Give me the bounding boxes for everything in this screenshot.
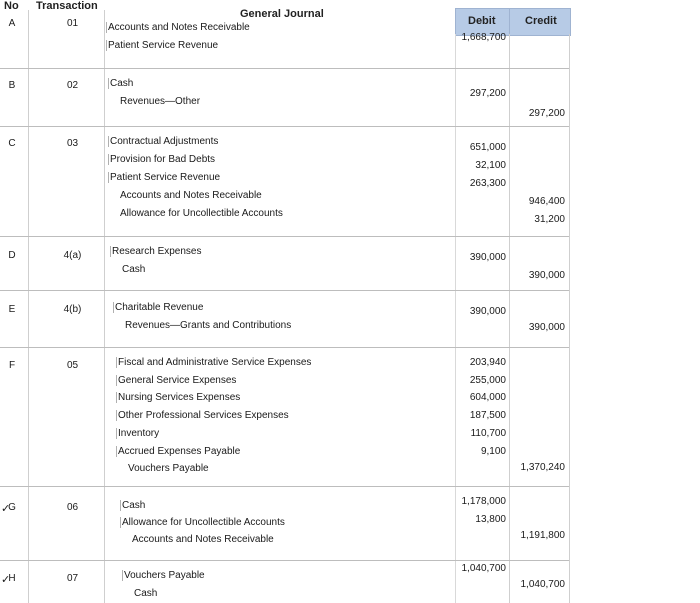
grid-line (509, 34, 510, 603)
entry-letter: F (8, 360, 16, 371)
checkmark-icon: ✓ (1, 574, 11, 586)
debit-amount: 110,700 (470, 428, 506, 439)
account-name: Cash (134, 588, 158, 599)
account-name: Cash (122, 264, 146, 275)
transaction-number: 4(b) (63, 304, 82, 315)
debit-amount: 297,200 (469, 88, 506, 99)
credit-amount: 390,000 (528, 322, 565, 333)
entry-letter: B (8, 80, 16, 91)
header-debit: Debit (468, 15, 496, 27)
header-credit: Credit (525, 15, 557, 27)
debit-amount: 32,100 (475, 160, 506, 171)
account-name: Fiscal and Administrative Service Expenses (118, 357, 312, 368)
transaction-number: 01 (66, 18, 79, 29)
row-separator (0, 347, 569, 348)
row-separator (0, 126, 569, 127)
account-name: General Service Expenses (118, 375, 237, 386)
account-name: Accounts and Notes Receivable (132, 534, 274, 545)
debit-amount: 13,800 (475, 514, 506, 525)
row-separator (0, 486, 569, 487)
account-name: Inventory (118, 428, 160, 439)
account-name: Charitable Revenue (115, 302, 204, 313)
credit-amount: 297,200 (528, 108, 565, 119)
transaction-number: 05 (66, 360, 79, 371)
row-separator (0, 236, 569, 237)
account-name: Accrued Expenses Payable (118, 446, 241, 457)
account-name: Other Professional Services Expenses (118, 410, 289, 421)
header-transaction: Transaction (36, 0, 98, 12)
row-separator (0, 290, 569, 291)
entry-letter: H (8, 573, 16, 584)
grid-line (28, 10, 29, 603)
account-name: Research Expenses (112, 246, 202, 257)
checkmark-icon: ✓ (1, 503, 11, 515)
debit-amount: 604,000 (469, 392, 506, 403)
account-name: Cash (110, 78, 134, 89)
entry-letter: D (8, 250, 16, 261)
debit-amount: 263,300 (469, 178, 506, 189)
account-name: Nursing Services Expenses (118, 392, 241, 403)
account-name: Vouchers Payable (124, 570, 205, 581)
account-name: Revenues—Other (120, 96, 201, 107)
header-credit-cell (509, 8, 571, 36)
account-name: Contractual Adjustments (110, 136, 219, 147)
entry-letter: G (8, 502, 16, 513)
account-name: Patient Service Revenue (110, 172, 221, 183)
credit-amount: 1,370,240 (520, 462, 565, 473)
account-name: Revenues—Grants and Contributions (125, 320, 292, 331)
grid-line (104, 10, 105, 603)
debit-amount: 390,000 (469, 306, 506, 317)
transaction-number: 06 (66, 502, 79, 513)
grid-line (569, 34, 570, 603)
entry-letter: E (8, 304, 16, 315)
credit-amount: 390,000 (528, 270, 565, 281)
credit-amount: 1,191,800 (520, 530, 565, 541)
transaction-number: 03 (66, 138, 79, 149)
debit-amount: 651,000 (469, 142, 506, 153)
account-name: Allowance for Uncollectible Accounts (122, 517, 285, 528)
credit-amount: 31,200 (534, 214, 565, 225)
debit-amount: 1,668,700 (461, 32, 506, 43)
credit-amount: 946,400 (528, 196, 565, 207)
debit-amount: 1,178,000 (461, 496, 506, 507)
debit-amount: 203,940 (469, 357, 506, 368)
transaction-number: 4(a) (63, 250, 82, 261)
account-name: Cash (122, 500, 146, 511)
account-name: Provision for Bad Debts (110, 154, 216, 165)
transaction-number: 02 (66, 80, 79, 91)
entry-letter: A (8, 18, 16, 29)
header-journal-title: General Journal (240, 8, 324, 20)
transaction-number: 07 (66, 573, 79, 584)
debit-amount: 390,000 (469, 252, 506, 263)
account-name: Accounts and Notes Receivable (108, 22, 250, 33)
row-separator (0, 68, 569, 69)
debit-amount: 1,040,700 (461, 563, 506, 574)
entry-letter: C (8, 138, 16, 149)
account-name: Allowance for Uncollectible Accounts (120, 208, 283, 219)
debit-amount: 187,500 (469, 410, 506, 421)
credit-amount: 1,040,700 (520, 579, 565, 590)
debit-amount: 9,100 (480, 446, 506, 457)
account-name: Patient Service Revenue (108, 40, 219, 51)
account-name: Vouchers Payable (128, 463, 209, 474)
debit-amount: 255,000 (469, 375, 506, 386)
account-name: Accounts and Notes Receivable (120, 190, 262, 201)
row-separator (0, 560, 569, 561)
header-no: No (4, 0, 19, 12)
